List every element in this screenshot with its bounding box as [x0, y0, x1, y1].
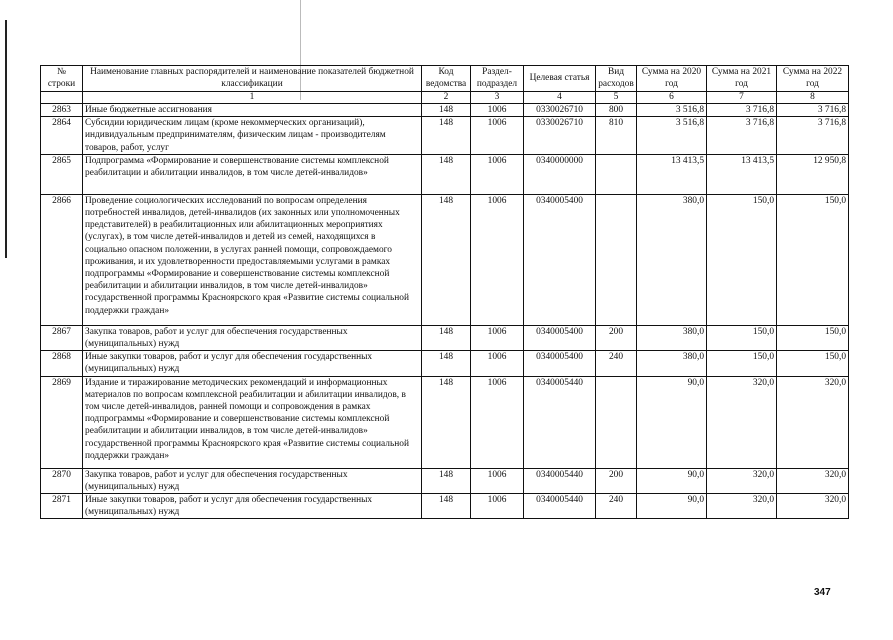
row-sum-2021: 150,0 [707, 194, 777, 325]
row-name: Закупка товаров, работ и услуг для обеспечения государственных (муниципальных) нужд [83, 325, 422, 350]
row-razd: 1006 [471, 154, 524, 194]
row-cs: 0340005440 [524, 468, 596, 493]
row-vr: 200 [596, 325, 637, 350]
row-cs: 0340005440 [524, 494, 596, 519]
row-ved: 148 [422, 325, 471, 350]
table-row [41, 154, 849, 194]
table-row [41, 325, 849, 350]
header-name: Наименование главных распорядителей и наименование показателей бюджетной классификации [83, 66, 422, 92]
header-razd: Раздел-подраздел [471, 66, 524, 92]
header-cs: Целевая статья [524, 66, 596, 92]
row-sum-2021: 3 716,8 [707, 117, 777, 155]
table-header-row [41, 66, 849, 92]
row-name: Субсидии юридическим лицам (кроме некоммерческих организаций), индивидуальным предпринимателям, физическим лицам - производителям товаров, работ, услуг [83, 117, 422, 155]
page-number: 347 [814, 587, 831, 598]
margin-line [5, 20, 7, 258]
row-name: Издание и тиражирование методических рекомендаций и информационных материалов по вопросам комплексной реабилитации и абилитации инвалидов, в том числе детей-инвалидов, ранней помощи и сопровождения в рамках подпрограммы «Формирование и совершенствование системы комплексной реабилитации и абилитации инвалидов, в том числе детей-инвалидов» государственной программы Красноярского края «Развитие системы социальной поддержки граждан» [83, 376, 422, 468]
row-vr [596, 194, 637, 325]
row-ved: 148 [422, 154, 471, 194]
row-name: Иные закупки товаров, работ и услуг для обеспечения государственных (муниципальных) нужд [83, 351, 422, 376]
row-cs: 0330026710 [524, 104, 596, 117]
table-row [41, 104, 849, 117]
row-ved: 148 [422, 194, 471, 325]
row-sum-2020: 3 516,8 [637, 104, 707, 117]
row-vr: 200 [596, 468, 637, 493]
column-number: 5 [596, 92, 637, 104]
row-vr [596, 154, 637, 194]
row-number: 2865 [41, 154, 83, 194]
row-vr [596, 376, 637, 468]
row-number: 2867 [41, 325, 83, 350]
column-number [41, 92, 83, 104]
row-sum-2022: 320,0 [777, 376, 849, 468]
row-sum-2021: 150,0 [707, 325, 777, 350]
row-sum-2020: 90,0 [637, 468, 707, 493]
row-sum-2020: 380,0 [637, 351, 707, 376]
row-sum-2022: 150,0 [777, 325, 849, 350]
column-number: 1 [83, 92, 422, 104]
row-sum-2021: 320,0 [707, 468, 777, 493]
row-cs: 0340005400 [524, 351, 596, 376]
row-number: 2870 [41, 468, 83, 493]
row-razd: 1006 [471, 468, 524, 493]
row-sum-2021: 320,0 [707, 376, 777, 468]
row-sum-2020: 380,0 [637, 194, 707, 325]
table-row [41, 194, 849, 325]
row-number: 2871 [41, 494, 83, 519]
row-sum-2020: 380,0 [637, 325, 707, 350]
row-cs: 0340005440 [524, 376, 596, 468]
row-sum-2022: 320,0 [777, 468, 849, 493]
table-row [41, 468, 849, 493]
header-vr: Вид расходов [596, 66, 637, 92]
row-name: Иные закупки товаров, работ и услуг для обеспечения государственных (муниципальных) нужд [83, 494, 422, 519]
row-name: Проведение социологических исследований по вопросам определения потребностей инвалидов, детей-инвалидов (их законных или уполномоченных представителей) в реабилитационных или абилитационных мероприятиях (услугах), в том числе детей-инвалидов и детей из семей, находящихся в социально опасном положении, в услугах ранней помощи, сопровождаемого проживания, и их удовлетворенности предоставляемыми услугами в рамках подпрограммы «Формирование и совершенствование системы комплексной реабилитации и абилитации инвалидов, в том числе детей-инвалидов» государственной программы Красноярского края «Развитие системы социальной поддержки граждан» [83, 194, 422, 325]
header-sum-2021: Сумма на 2021 год [707, 66, 777, 92]
row-vr: 240 [596, 494, 637, 519]
row-name: Иные бюджетные ассигнования [83, 104, 422, 117]
table-row [41, 117, 849, 155]
header-ved: Код ведомства [422, 66, 471, 92]
row-sum-2020: 3 516,8 [637, 117, 707, 155]
row-ved: 148 [422, 376, 471, 468]
row-sum-2021: 320,0 [707, 494, 777, 519]
header-row-number: № строки [41, 66, 83, 92]
row-vr: 800 [596, 104, 637, 117]
row-ved: 148 [422, 351, 471, 376]
row-number: 2864 [41, 117, 83, 155]
row-razd: 1006 [471, 494, 524, 519]
row-razd: 1006 [471, 117, 524, 155]
row-ved: 148 [422, 117, 471, 155]
table-row [41, 376, 849, 468]
row-name: Закупка товаров, работ и услуг для обеспечения государственных (муниципальных) нужд [83, 468, 422, 493]
row-sum-2022: 320,0 [777, 494, 849, 519]
row-number: 2869 [41, 376, 83, 468]
row-sum-2020: 90,0 [637, 494, 707, 519]
column-number: 6 [637, 92, 707, 104]
row-name: Подпрограмма «Формирование и совершенствование системы комплексной реабилитации и абилитации инвалидов, в том числе детей-инвалидов» [83, 154, 422, 194]
row-cs: 0340005400 [524, 194, 596, 325]
row-cs: 0330026710 [524, 117, 596, 155]
table-row [41, 494, 849, 519]
row-sum-2021: 3 716,8 [707, 104, 777, 117]
row-number: 2866 [41, 194, 83, 325]
row-sum-2022: 3 716,8 [777, 117, 849, 155]
header-sum-2022: Сумма на 2022 год [777, 66, 849, 92]
row-cs: 0340005400 [524, 325, 596, 350]
column-number: 2 [422, 92, 471, 104]
row-razd: 1006 [471, 104, 524, 117]
row-number: 2863 [41, 104, 83, 117]
row-ved: 148 [422, 468, 471, 493]
row-sum-2022: 3 716,8 [777, 104, 849, 117]
row-vr: 810 [596, 117, 637, 155]
row-sum-2022: 150,0 [777, 194, 849, 325]
column-number: 7 [707, 92, 777, 104]
header-sum-2020: Сумма на 2020 год [637, 66, 707, 92]
row-number: 2868 [41, 351, 83, 376]
row-sum-2020: 90,0 [637, 376, 707, 468]
row-sum-2022: 12 950,8 [777, 154, 849, 194]
row-ved: 148 [422, 494, 471, 519]
column-number: 4 [524, 92, 596, 104]
row-razd: 1006 [471, 194, 524, 325]
column-number: 8 [777, 92, 849, 104]
row-sum-2021: 150,0 [707, 351, 777, 376]
column-numbers-row [41, 92, 849, 104]
column-number: 3 [471, 92, 524, 104]
budget-table [40, 65, 849, 519]
row-cs: 0340000000 [524, 154, 596, 194]
table-row [41, 351, 849, 376]
row-sum-2020: 13 413,5 [637, 154, 707, 194]
row-razd: 1006 [471, 351, 524, 376]
row-razd: 1006 [471, 376, 524, 468]
row-vr: 240 [596, 351, 637, 376]
row-razd: 1006 [471, 325, 524, 350]
row-sum-2022: 150,0 [777, 351, 849, 376]
row-ved: 148 [422, 104, 471, 117]
row-sum-2021: 13 413,5 [707, 154, 777, 194]
